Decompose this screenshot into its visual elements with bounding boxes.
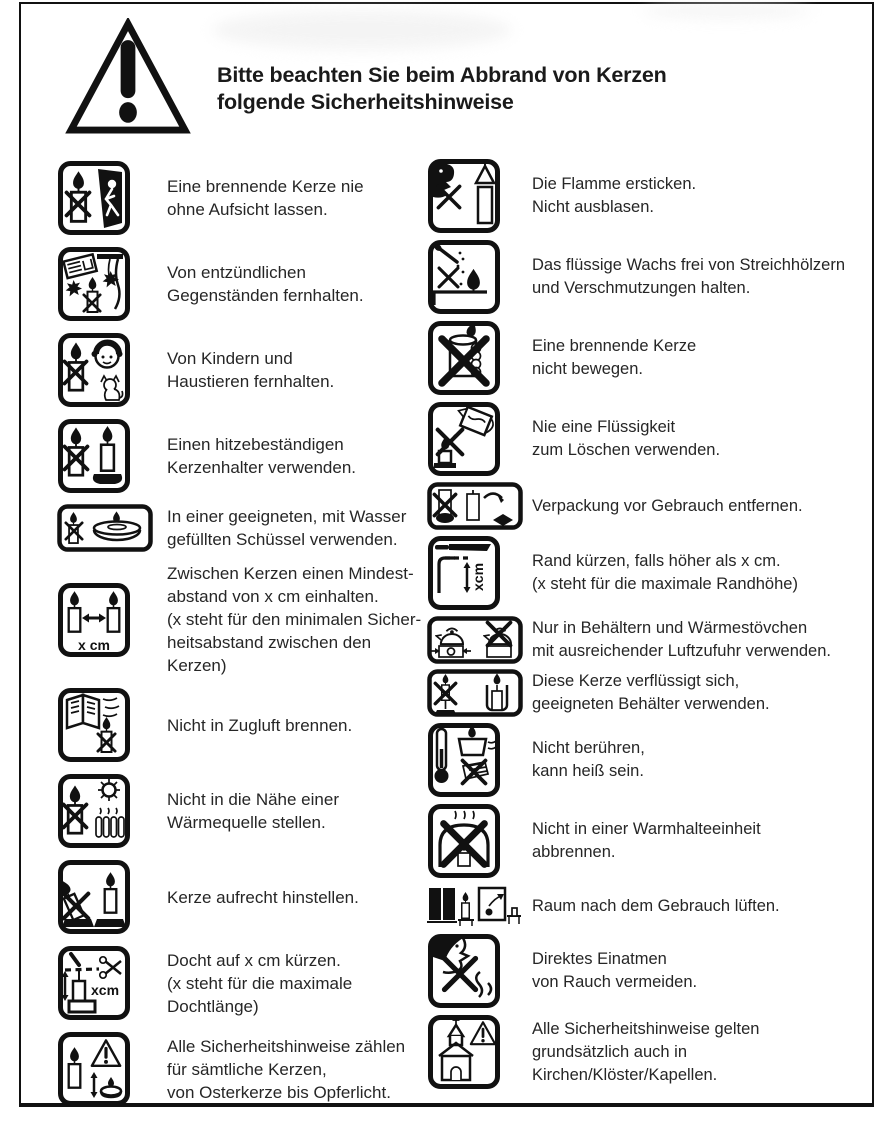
no-liquid-icon: [427, 401, 501, 477]
children-pets-icon: [57, 332, 131, 408]
text-line: Das flüssige Wachs frei von Streichhölzern: [532, 256, 846, 274]
svg-text:xcm: xcm: [91, 982, 120, 998]
title-line: Bitte beachten Sie beim Abbrand von Kerzen: [217, 63, 667, 87]
document-sheet: [19, 2, 874, 1107]
trim-rim-icon: [427, 535, 501, 611]
safety-item: [57, 418, 429, 494]
text-line: und Verschmutzungen halten.: [532, 279, 751, 297]
text-line: von Rauch vermeiden.: [532, 973, 698, 991]
text-line: geeigneten Behälter verwenden.: [532, 695, 770, 713]
wick-trim-icon: [57, 945, 131, 1021]
text-line: Gegenständen fernhalten.: [167, 286, 364, 305]
text-line: Nicht in einer Warmhalteeinheit: [532, 820, 761, 838]
safety-text: [532, 550, 798, 596]
text-line: Wärmequelle stellen.: [167, 813, 326, 832]
safety-text: [532, 1018, 759, 1087]
safety-item: [427, 401, 875, 477]
safety-text: [167, 1035, 405, 1104]
text-line: grundsätzlich auch in: [532, 1042, 688, 1061]
safety-item: [427, 535, 875, 611]
upright-icon: [57, 859, 131, 935]
safety-item: [427, 933, 875, 1009]
safety-item: [57, 562, 429, 677]
text-line: In einer geeigneten, mit Wasser: [167, 507, 407, 526]
text-line: Nicht in die Nähe einer: [167, 790, 339, 809]
text-line: Dochtlänge): [167, 996, 259, 1016]
text-line: (x steht für die maximale: [167, 973, 353, 993]
page-title: [217, 62, 667, 116]
heatproof-holder-icon: [57, 418, 131, 494]
heat-source-icon: [57, 773, 131, 849]
safety-item: [427, 158, 875, 234]
safety-item: [57, 504, 429, 552]
text-line: mit ausreichender Luftzufuhr verwenden.: [532, 642, 831, 660]
safety-text: [532, 895, 780, 918]
right-column: [427, 158, 875, 1090]
safety-text: [532, 254, 845, 300]
text-line: Eine brennende Kerze: [532, 337, 697, 355]
no-smoke-inhale-icon: [427, 933, 501, 1009]
safety-text: [167, 261, 364, 307]
text-line: Raum nach dem Gebrauch lüften.: [532, 896, 780, 915]
text-line: für sämtliche Kerzen,: [167, 1059, 327, 1079]
svg-text:xcm: xcm: [470, 562, 486, 591]
text-line: Kirchen/Klöster/Kapellen.: [532, 1065, 718, 1084]
safety-text: [167, 433, 356, 479]
text-line: Nicht berühren,: [532, 739, 645, 757]
text-line: (x steht für den minimalen Sicher-: [167, 610, 422, 629]
text-line: zum Löschen verwenden.: [532, 441, 721, 459]
safety-item: [427, 482, 875, 530]
hot-surface-icon: [427, 722, 501, 798]
safety-item: [57, 687, 429, 763]
safety-item: [57, 246, 429, 322]
safety-item: [57, 773, 429, 849]
safety-text: [532, 173, 696, 219]
safety-item: [427, 803, 875, 879]
safety-item: [57, 945, 429, 1021]
text-line: Nicht ausblasen.: [532, 198, 654, 216]
warning-triangle-icon: [65, 18, 191, 136]
safety-text: [167, 949, 352, 1018]
safety-item: [57, 160, 429, 236]
text-line: Diese Kerze verflüssigt sich,: [532, 672, 740, 690]
text-line: Eine brennende Kerze nie: [167, 177, 364, 196]
text-line: Direktes Einatmen: [532, 950, 667, 968]
text-line: Nur in Behältern und Wärmestövchen: [532, 619, 808, 637]
text-line: Haustieren fernhalten.: [167, 372, 335, 391]
text-line: gefüllten Schüssel verwenden.: [167, 530, 398, 549]
snuff-flame-icon: [427, 158, 501, 234]
text-line: von Osterkerze bis Opferlicht.: [167, 1082, 391, 1102]
safety-item: [57, 859, 429, 935]
ventilate-room-icon: [427, 884, 523, 928]
safety-text: [167, 886, 359, 909]
safety-text: [532, 617, 831, 663]
safety-item: [427, 239, 875, 315]
svg-text:x cm: x cm: [78, 636, 110, 653]
text-line: Von Kindern und: [167, 349, 293, 368]
container-candle-icon: [427, 669, 523, 717]
text-line: heitsabstand zwischen den Kerzen): [167, 633, 372, 675]
text-line: kann heiß sein.: [532, 762, 644, 780]
text-line: Kerze aufrecht hinstellen.: [167, 887, 359, 907]
safety-text: [532, 948, 697, 994]
safety-item: [427, 616, 875, 664]
text-line: Von entzündlichen: [167, 263, 306, 282]
warming-unit-icon: [427, 803, 501, 879]
flammable-objects-icon: [57, 246, 131, 322]
safety-text: [532, 335, 696, 381]
text-line: Nicht in Zugluft brennen.: [167, 715, 353, 735]
text-line: Alle Sicherheitshinweise gelten: [532, 1019, 760, 1038]
all-candles-icon: [57, 1031, 131, 1107]
safety-item: [427, 669, 875, 717]
candle-unattended-icon: [57, 160, 131, 236]
text-line: (x steht für die maximale Randhöhe): [532, 575, 798, 593]
clean-wax-icon: [427, 239, 501, 315]
title-line: folgende Sicherheitshinweise: [217, 90, 514, 114]
text-line: abstand von x cm einhalten.: [167, 587, 379, 606]
text-line: Verpackung vor Gebrauch entfernen.: [532, 496, 803, 515]
text-line: nicht bewegen.: [532, 360, 643, 378]
safety-item: [427, 1014, 875, 1090]
text-line: Docht auf x cm kürzen.: [167, 950, 341, 970]
document-header: [65, 18, 667, 136]
safety-text: [532, 737, 645, 783]
safety-item: [427, 884, 875, 928]
safety-text: [167, 505, 406, 551]
safety-text: [532, 670, 770, 716]
safety-item: [427, 320, 875, 396]
text-line: ohne Aufsicht lassen.: [167, 200, 328, 219]
text-line: Die Flamme ersticken.: [532, 175, 697, 193]
draft-icon: [57, 687, 131, 763]
left-column: [57, 160, 429, 1107]
scan-smudge: [642, 4, 812, 18]
remove-packaging-icon: [427, 482, 523, 530]
text-line: Nie eine Flüssigkeit: [532, 418, 676, 436]
safety-text: [167, 714, 352, 737]
safety-text: [532, 416, 720, 462]
water-bowl-icon: [57, 504, 153, 552]
safety-item: [57, 1031, 429, 1107]
safety-text: [167, 788, 339, 834]
text-line: Einen hitzebeständigen: [167, 435, 344, 454]
text-line: abbrennen.: [532, 843, 616, 861]
text-line: Alle Sicherheitshinweise zählen: [167, 1036, 406, 1056]
safety-item: [57, 332, 429, 408]
do-not-move-icon: [427, 320, 501, 396]
candle-distance-icon: [57, 582, 131, 658]
safety-item: [427, 722, 875, 798]
safety-text: [167, 562, 429, 677]
safety-text: [167, 175, 364, 221]
text-line: Kerzenhalter verwenden.: [167, 458, 357, 477]
safety-text: [167, 347, 334, 393]
safety-text: [532, 818, 761, 864]
text-line: Rand kürzen, falls höher als x cm.: [532, 552, 781, 570]
air-supply-icon: [427, 616, 523, 664]
safety-text: [532, 495, 803, 518]
church-icon: [427, 1014, 501, 1090]
text-line: Zwischen Kerzen einen Mindest-: [167, 564, 414, 583]
